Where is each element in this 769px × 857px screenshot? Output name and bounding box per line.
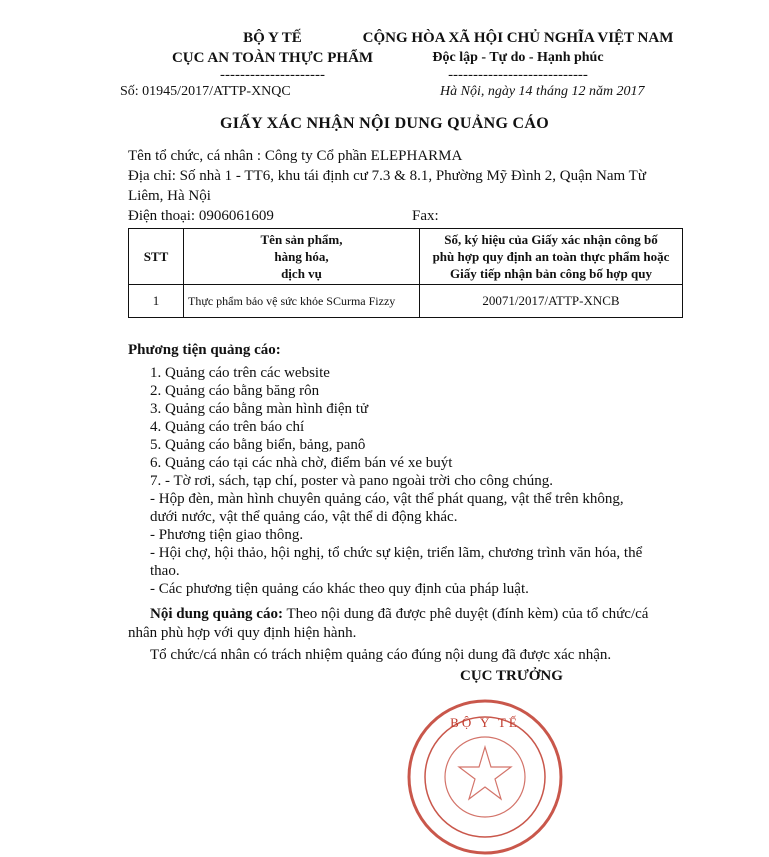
signer-title: CỤC TRƯỞNG <box>460 668 563 684</box>
list-item: 7. - Tờ rơi, sách, tạp chí, poster và pano ngoài trời cho công chúng. <box>150 473 554 489</box>
content-text-2: nhân phù hợp với quy định hiện hành. <box>128 625 357 641</box>
list-item: dưới nước, vật thể quảng cáo, vật thể di động khác. <box>150 509 458 525</box>
phone: Điện thoại: 0906061609 <box>128 208 274 224</box>
content-line-1 <box>128 605 683 624</box>
org-name: Tên tổ chức, cá nhân : Công ty Cổ phần ELEPHARMA <box>128 148 463 164</box>
list-item: - Phương tiện giao thông. <box>150 527 304 543</box>
header-certificate-line1: Số, ký hiệu của Giấy xác nhận công bố <box>444 232 658 247</box>
list-item: 5. Quảng cáo bằng biển, bảng, panô <box>150 437 366 453</box>
table-row <box>129 285 683 318</box>
list-item: - Hội chợ, hội thảo, hội nghị, tổ chức sự kiện, triển lãm, chương trình văn hóa, thể <box>150 545 643 561</box>
header-certificate-line2: phù hợp quy định an toàn thực phẩm hoặc <box>432 249 670 264</box>
list-item: 4. Quảng cáo trên báo chí <box>150 419 305 435</box>
media-section-title: Phương tiện quảng cáo: <box>128 342 281 358</box>
fax: Fax: <box>412 208 439 224</box>
content-label: Nội dung quảng cáo: <box>150 606 283 622</box>
official-seal-icon <box>405 697 565 857</box>
list-item: 1. Quảng cáo trên các website <box>150 365 330 381</box>
header-stt: STT <box>129 229 184 285</box>
country-name: CỘNG HÒA XÃ HỘI CHỦ NGHĨA VIỆT NAM <box>362 30 674 46</box>
list-item: 3. Quảng cáo bằng màn hình điện tử <box>150 401 369 417</box>
document-date: Hà Nội, ngày 14 tháng 12 năm 2017 <box>440 84 645 99</box>
issuer-ministry: BỘ Y TẾ <box>243 30 302 46</box>
content-text-1: Theo nội dung đã được phê duyệt (đính kèm) của tổ chức/cá <box>282 606 649 622</box>
list-item: - Các phương tiện quảng cáo khác theo quy định của pháp luật. <box>150 581 529 597</box>
media-list <box>150 364 695 598</box>
issuer-department: CỤC AN TOÀN THỰC PHẨM <box>171 50 374 66</box>
row-product-name: Thực phẩm bảo vệ sức khỏe SCurma Fizzy <box>184 285 420 318</box>
list-item: 6. Quảng cáo tại các nhà chờ, điểm bán vé xe buýt <box>150 455 453 471</box>
content-block <box>128 605 683 665</box>
document-number: Số: 01945/2017/ATTP-XNQC <box>120 84 291 99</box>
motto: Độc lập - Tự do - Hạnh phúc <box>432 50 604 65</box>
list-item: thao. <box>150 563 180 579</box>
row-certificate: 20071/2017/ATTP-XNCB <box>420 285 683 318</box>
header-product-name-line1: Tên sản phẩm, <box>260 232 343 247</box>
responsibility-statement: Tổ chức/cá nhân có trách nhiệm quảng cáo đúng nội dung đã được xác nhận. <box>150 647 612 663</box>
header-product-name <box>184 229 420 285</box>
table-header-row <box>129 229 683 285</box>
header-product-name-line2: hàng hóa, <box>274 249 329 264</box>
product-table <box>128 228 683 318</box>
header-certificate-line3: Giấy tiếp nhận bản công bố hợp quy <box>450 266 652 281</box>
row-stt: 1 <box>129 285 184 318</box>
address-line-2: Liêm, Hà Nội <box>128 188 211 204</box>
issuer-separator: --------------------- <box>220 67 325 83</box>
seal-text: BỘ Y TẾ <box>450 715 520 730</box>
header-product-name-line3: dịch vụ <box>281 266 322 281</box>
motto-separator: ---------------------------- <box>448 67 588 83</box>
address-line-1: Địa chỉ: Số nhà 1 - TT6, khu tái định cư 7.3 & 8.1, Phường Mỹ Đình 2, Quận Nam Từ <box>128 168 646 184</box>
list-item: - Hộp đèn, màn hình chuyên quảng cáo, vật thể phát quang, vật thể trên không, <box>150 491 624 507</box>
header-certificate <box>420 229 683 285</box>
list-item: 2. Quảng cáo bằng băng rôn <box>150 383 320 399</box>
national-motto-block <box>348 28 688 82</box>
document-title: GIẤY XÁC NHẬN NỘI DUNG QUẢNG CÁO <box>219 115 549 132</box>
